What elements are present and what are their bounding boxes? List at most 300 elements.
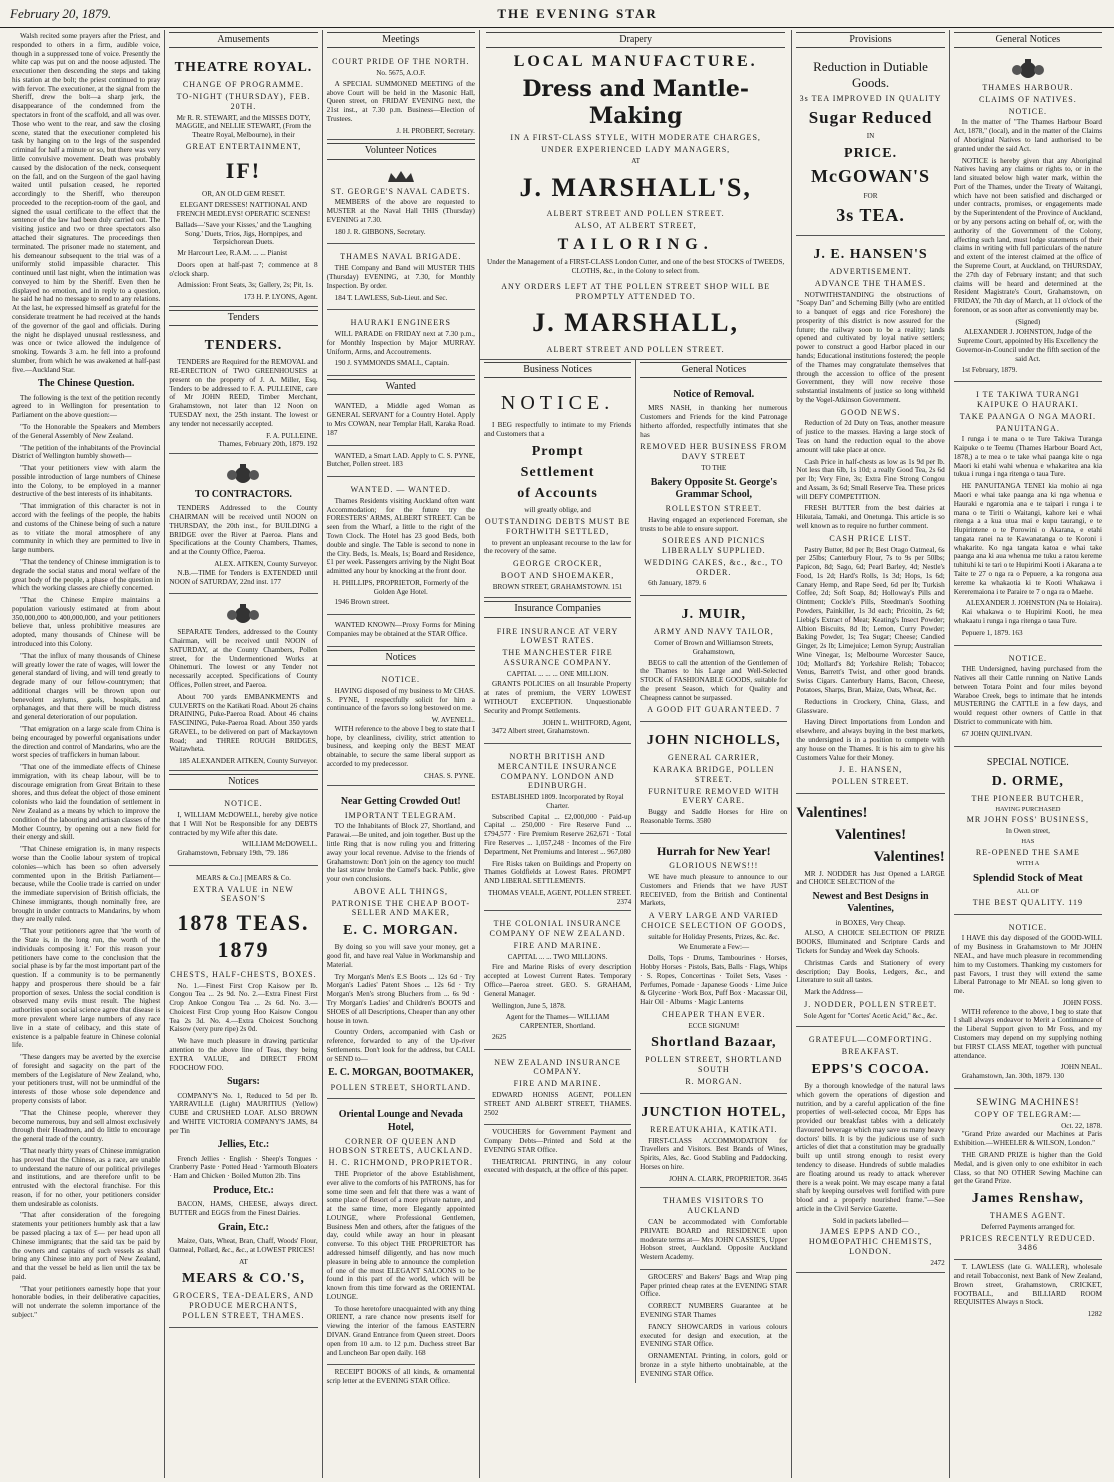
ad-title: JOHN NICHOLLS, [646,733,781,749]
ad-title: Shortland Bazaar, [651,1035,777,1051]
petition-para: "That Chinese emigration is, in many respects worse than the Coolie labour system of tropical colonies—which has been so often adversely commented upon in the British Parliament—because, while the Coolie trade is carried on under the immediate supervision of British officials, the Chinese immigrants, though nominally free, are brought in under contracts to Mandarins, by whom they are really ruled. [12,845,161,924]
ad-line: COPY OF TELEGRAM:— [974,1109,1082,1119]
ad-signature: 67 JOHN QUINLIVAN. [961,729,1033,738]
ad-body: NOTWITHSTANDING the obstructions of "Soapy Dan" and Scheming Billy (who are entitled to a banquet of eggs and rice Foreshore) the prosperity of this district is now assured for the future; the railway soon to be a reality; lands opened and cultivated by loyal native settlers; power to construct a good Harbor placed in our hands; Educational institutions fostered; the people of the Thames may congratulate themselves that through the accession to office of the present Government, they will now receive those substantial instalments of justice so long withheld by the Vogel-Atkinson Government. [796,290,945,404]
ad-title: McGOWAN'S [811,166,931,187]
ad-body: Buggy and Saddle Horses for Hire on Reasonable Terms. 3580 [640,808,788,825]
ad-title: Prompt [531,444,584,460]
petition-para: "That your petitioners earnestly hope that your honorable bodies, in their deliberative capacities, will not underrate the solemn importance of the subject." [12,1284,161,1319]
article-title-chinese: The Chinese Question. [37,378,135,390]
ad-signature: 190 J. SYMMONDS SMALL, Captain. [334,359,450,368]
ad-body: HE PANUITANGA TENEI kia mohio ai nga Maori e whai take paanga ana ki nga whenua e Hauraki e ngaromia ana e te taipari i runga i te mana o te Tiriti o Waitangi, kahore kei e whai ritenga a a kua utua mai e kupu taurangi, e te Hupirintene o te Porowini o Akarana, e etahi tangata ranei na te Kawanatanga o te Koroni i whakarite. Ko nga tangata katoa e whai take paanga ana ki aua whenua me tuku a ratou kereme tuhituhi ki te tari o te Hupirimi Kooti i Akarana a te Taite te 27 o nga ra o Pepuere, a ka rongona aua kereme ka whakaotia ki te Kooti Whakawa i Kereremaiona i te Paraire te 7 o nga ra o Maehe. [953,482,1103,596]
ad-title: J. MARSHALL, [532,308,740,338]
petition-para: "That the Chinese people, wherever they become numerous, buy and sell almost exclusively through their Headmen, and do little to encourage the general trade of the country. [12,1108,161,1144]
ad-line: GRATEFUL—COMFORTING. [808,1035,933,1045]
ad-signature: 180 J. R. GIBBONS, Secretary. [334,227,426,236]
ad-title: COURT PRIDE OF THE NORTH. [332,57,470,67]
ad-line: TO-NIGHT (THURSDAY), FEB. 20TH. [176,92,311,111]
ad-signature: J. H. PROBERT, Secretary. [396,126,475,135]
ad-line: Admission: Front Seats, 3s; Gallery, 2s; Pit, 1s. [177,281,314,290]
ad-body: SEPARATE Tenders, addressed to the County Chairman, will be received until NOON of SATURDAY, at the County Chambers, Pollen street, for the Undermentioned Works at Ohinemuri. The lowest or any Tender not necessarily accepted. Specifications of County Offices, Pollen street, and Paeroa. [169,628,318,690]
ad-body: No. 1.—Finest First Crop Kaisow per lb. Congou Tea ... 2s 9d. No. 2.—Extra Finest First Crop Ankoe Congou Tea ... 2s 6d. No. 3.—Choicest First Crop young Hoo Kaisow Congou Tea 2s 3d. No. 4.—Extra Choicest Souchong Kaisow (very pure ripe) 2s 0d. [169,981,318,1034]
ad-title: THEATRE ROYAL. [174,60,313,76]
ad-body: MRS NASH, in thanking her numerous Customers and Friends for the kind Patronage hitherto afforded, respectfully intimates that she has [640,404,788,439]
ad-title: IF! [225,157,262,183]
ad-line: MEARS & Co.] [MEARS & Co. [196,873,291,882]
ad-line: THE BEST QUALITY. 119 [972,897,1083,907]
ad-subtitle: Produce, Etc.: [213,1185,274,1197]
ad-line: WITH A [1016,859,1040,867]
ad-signature: J. NODDER, POLLEN STREET. [804,999,937,1009]
ad-line: Corner of Brown and Williamson Streets, Grahamstown, [654,638,774,656]
ad-title: Dress and Mantle-Making [522,75,749,129]
section-head-insurance: Insurance Companies [484,601,631,617]
ad-line: Deferred Payments arranged for. [980,1222,1075,1231]
ad-separate-tenders [169,597,317,771]
ad-thames-visitors [640,1191,787,1269]
ad-mcdowell-notice [169,794,317,866]
ad-line: BREAKFAST. [841,1047,900,1057]
ad-maori-notice [954,385,1102,645]
section-head-business: Business Notices [484,362,631,378]
ad-signature: GEORGE CROCKER, [512,559,603,569]
ad-body: Dolls, Tops · Drums, Tambourines · Horses, Hobby Horses · Pistols, Bats, Balls · Flags, Whips · S. Ropes, Concertinas · Toilet Sets, Vases · Perfumes, Pomade · Japanese Goods · Lime Juice & Glycerine · Work Box, Puff Box · Macassar Oil, Hair Oil · Albums · Magic Lanterns [640,954,788,1007]
ad-theatre-royal [169,52,317,307]
ad-title: HAURAKI ENGINEERS [350,318,451,328]
ad-junction-hotel [640,1097,787,1189]
ad-date: 6th January, 1879. 6 [648,579,707,588]
ad-line: CASH PRICE LIST. [829,533,912,543]
ad-title: of Accounts [517,486,598,502]
ad-body: "Grand Prize awarded our Machines at Paris Exhibition.—WHEELER & WILSON, London." [953,1130,1103,1148]
ad-signature: JOHN NEAL. [1060,1063,1103,1072]
ad-foss-neal [954,918,1102,1089]
ad-wanted-lad [327,449,475,478]
drapery-block [480,30,791,360]
ad-avenell-notice [327,670,475,786]
ad-line: FIRE AND MARINE. [513,940,602,950]
ad-line: CAPITAL ... ... TWO MILLIONS. [507,952,608,961]
ad-title: ST. GEORGE'S NAVAL CADETS. [330,186,471,196]
ad-line: 3s TEA IMPROVED IN QUALITY [799,93,942,103]
ad-line: POLLEN STREET, SHORTLAND SOUTH [645,1055,783,1075]
ad-body: FRESH BUTTER from the best dairies at Hikutaia, Tamaki, and Onetunga. This article is so well known as to require no further comment. [796,504,945,531]
ad-body: BEGS to call the attention of the Gentlemen of the Thames to his Large and Well-Selected STOCK of FASHIONABLE GOODS, suitable for the present Season, which for Quality and Cheapness cannot be surpassed. [640,658,788,702]
ad-title: I TE TAKIWA TURANGI KAIPUKE O HAURAKI. [976,390,1080,410]
ad-line: IN [866,132,875,141]
ad-line: OR, AN OLD GEM RESET. [202,190,285,199]
petition-para: "These dangers may be averted by the exercise of foresight and sagacity on the part of the members of the Legislature of New Zealand, who, your petitioners trust, will not be unmindful of the interests of those whose sole dependence and property consists of labor. [12,1053,161,1106]
ad-title: Newest and Best Designs in Valentines, [812,891,929,915]
ad-signature: ALEXANDER J. JOHNSTON, Judge of the Supreme Court, appointed by His Excellency the Governor-in-Council under the fifth section of the said Act. [955,328,1100,363]
ad-title: Notice of Removal. [673,389,755,401]
ad-line: UNDER EXPERIENCED LADY MANAGERS, [541,145,731,155]
petition-para: "That your petitioners view with alarm the possible introduction of large numbers of Chinese into the Colony, to be employed in a manner destructive of the best interests of its inhabitants. [12,464,161,499]
ad-body: THE Proprietor of the above Establishment, ever alive to the comforts of his PATRONS, has for some time seen and felt that there was a want of some place of Resort of a more private nature, and at the same time, more Elegantly appointed LOUNGE, where Professional Gentlemen, Business Men and others, after the fatigues of the day, could while away an hour in pleasant converse. To this object THE PROPRIETOR has addressed himself diligently, and has now much pleasure in being able to announce the completion of one of the most ELEGANT SALOONS to be found in this part of the world, which will be known from this time forward as the ORIENTAL LOUNGE. [326,1169,475,1301]
ad-removal-nash [640,382,787,596]
ad-receipt-books: RECEIPT BOOKS of all kinds, & ornamental scrip letter at the EVENING STAR Office. [326,1368,475,1386]
ad-line: POLLEN STREET, SHORTLAND. [330,1082,471,1092]
ad-body: I, WILLIAM McDOWELL, hereby give notice that I Will Not be Responsible for any DEBTS contracted by my Wife after this date. [169,810,318,837]
ad-line: FIRE AND MARINE. [513,1079,602,1089]
ad-harbour-claims [954,52,1102,382]
ad-body: Fire Risks taken on Buildings and Property on Thames Goldfields at Lowest Rates. PROMPT AND LIBERAL SETTLEMENTS. [483,859,632,886]
ad-body: ALSO, A CHOICE SELECTION OF PRIZE BOOKS, Illuminated and Scripture Cards and Tickets for Sunday and Week day Schools. [796,929,945,955]
ad-signature: ALEX. AITKEN, County Surveyor. [214,559,318,568]
ad-line: POLLEN STREET. [831,777,910,787]
ad-morgan-boots [327,789,475,1100]
ad-line: WEDDING CAKES, &c., &c., TO ORDER. [644,557,784,577]
ad-title: THE MANCHESTER FIRE ASSURANCE COMPANY. [502,648,613,667]
ad-line: FURNITURE REMOVED WITH EVERY CARE. [648,786,780,806]
ad-title: J. E. HANSEN'S [813,246,928,262]
ad-title: THAMES NAVAL BRIGADE. [340,252,462,262]
ad-line: GROCERS, TEA-DEALERS, AND PRODUCE MERCHANTS, POLLEN STREET, THAMES. [173,1291,314,1320]
ad-north-british [484,747,631,911]
ad-title: Bakery Opposite St. George's Grammar School, [650,476,777,500]
ad-title: WANTED. — WANTED. [350,485,451,495]
ad-line: IMPORTANT TELEGRAM. [344,810,457,820]
ad-line: A GOOD FIT GUARANTEED. 7 [647,705,781,715]
ad-body: TO the Inhabitants of Block 27, Shortland, and Parawai.—Be united, and join together. Bust up the little Ring that is now ruling you and frittering away your local revenue. Advise to the friends of Grahamstown: Don't join on the agency too much! the last straw broke the Camel's back. Public, give your own conclusions. [326,822,475,884]
ad-line: 3472 Albert street, Grahamstown. [491,727,590,736]
ad-line: PATRONISE THE CHEAP BOOT-SELLER AND MAKER, [331,898,470,918]
ad-line: TO THE [701,463,727,472]
ad-title: NORTH BRITISH AND MERCANTILE INSURANCE COMPANY. LONDON AND EDINBURGH. [497,752,618,791]
petition-para: "That emigration on a large scale from China is being encouraged by powerful organisations under the direction and control of Mandarins, who are the worst species of traffickers in human labour. [12,725,161,760]
section-head-meetings: Meetings [327,32,475,48]
ad-showcards: FANCY SHOWCARDS in various colours executed for design and execution, at the EVENING STAR Office. [640,1322,788,1349]
ad-signature: JOHN A. CLARK, PROPRIETOR. 3645 [669,1174,788,1183]
ad-body: I HAVE this day disposed of the GOOD-WILL of my Business in Grahamstown to Mr JOHN NEAL, and have much pleasure in recommending him to my Customers. Thanking my customers for past Favors, I trust they will extend the same Liberal Patronage to Mr NEAL so long given to me. [953,934,1103,996]
ad-body: About 700 yards EMBANKMENTS and CULVERTS on the Katikati Road. About 26 chains DRAINING, Puke-Paeroa Road. About 46 chains FASCINING, Puke-Paeroa Road. About 350 yards GRAVEL, to be delivered on part of Mackaytown Road; and THREE ROUGH BRIDGES, Waitawheta. [169,692,318,754]
ad-title: TENDERS. [204,338,283,354]
ad-body: I runga i te mana o te Ture Takiwa Turanga Kaipuke o te Teemu (Thames Harbour Board Act, 1878,) a te mea o te take whai paanga kite o nga Maori ki etahi wahi whenua e whakaritea ana kia tukua i runga i nga ritenga o taua Ture. [953,435,1103,479]
ad-colonial-insurance [484,914,631,1049]
column-business-insurance [480,360,636,1384]
ad-title: JUNCTION HOTEL, [641,1104,787,1120]
ad-line: HAS [1021,837,1035,845]
masthead: THE EVENING STAR [497,5,658,21]
ad-line: ADVANCE THE THAMES. [814,278,927,288]
ad-line: CHEAPER THAN EVER. [662,1009,766,1019]
ad-date: 1st February, 1879. [961,365,1018,374]
ad-date: Pepuere 1, 1879. 163 [961,628,1023,637]
ad-title: E. C. MORGAN, BOOTMAKER, [328,1067,474,1079]
ad-title: E. C. MORGAN. [343,923,459,939]
ad-body: TENDERS Addressed to the County CHAIRMAN will be received until NOON on THURSDAY, the 20th inst., for BUILDING a BRIDGE over the River at Paeroa. Plans and Specifications at the County Chambers, Thames, and at the County Office, Paeroa. [169,504,318,557]
ad-body: THE Company and Band will MUSTER THIS (Thursday) EVENING, at 7.30, for Monthly Inspection. By order. [326,264,475,290]
ad-body: A SPECIAL SUMMONED MEETING of the above Court will be held in the Masonic Hall, Queen street, on FRIDAY EVENING next, the 21st inst., at 7.30 p.m. Business—Election of Trustees. [326,79,475,123]
ad-title: FIRE INSURANCE AT VERY LOWEST RATES. [496,626,619,646]
section-head-notices: Notices [169,774,317,790]
section-head-wanted: Wanted [327,379,475,395]
ad-title: 3s TEA. [836,204,905,225]
ad-signature: ALEXANDER J. JOHNSTON (Na te Hoiaira). [965,599,1103,608]
ad-title: SPECIAL NOTICE. [986,756,1069,768]
ad-body: BACON, HAMS, CHEESE, always direct. BUTTER and EGGS from the Finest Dairies. [169,1200,318,1217]
ad-title: SEWING MACHINES! [976,1096,1080,1107]
ad-ornamental: ORNAMENTAL Printing, in colors, gold or bronze in a style hitherto unobtainable, at the EVENING STAR Office. [640,1352,788,1378]
ad-crocker-notice [484,382,631,598]
ad-signature: THOMAS VEALE, AGENT, POLLEN STREET. 2374 [488,888,632,906]
ad-shortland-bazaar [640,837,787,1094]
ad-line: Mark the Address— [804,988,863,997]
ad-theatrical-printing: THEATRICAL PRINTING, in any colour executed with despatch, at the office of this paper. [483,1157,632,1175]
ad-body: To those heretofore unacquainted with any thing ORIENT, a rare chance now presents itself for viewing the interior of the famous EASTERN DIVAN. Grand Entrance from Queen street. Doors open from 10 a.m. to 12 p.m. Duchess street Bar and Luncheon Bar open daily. 168 [326,1304,475,1357]
section-head-provisions: Provisions [796,32,944,48]
ad-mears [169,869,317,1328]
ad-oriental-lounge [327,1102,475,1365]
ad-body: HAVING disposed of my business to Mr CHAS. S. PYNE, I respectfully solicit for him a continuance of the favors so long bestowed on me. [326,686,475,713]
ad-signature: 184 T. LAWLESS, Sub-Lieut. and Sec. [334,293,448,302]
ad-title: PRICE. [844,146,898,162]
ad-body: MR J. NODDER has Just Opened a LARGE and CHOICE SELECTION of the [796,869,945,887]
ad-body: FIRST-CLASS ACCOMMODATION for Travellers and Visitors. Best Brands of Wines, Spirits, Ales, &c. Good Stabling and Paddocking. Horses on hire. [640,1136,788,1171]
ad-signature: W. AVENELL. [431,716,475,725]
ad-grocers-bags: GROCERS' and Bakers' Bags and Wrap ping Paper printed cheap rates at the EVENING STAR Office. [640,1272,788,1299]
ad-body: Christmas Cards and Stationery of every description; Day Books, Ledgers, &c., and Literature to suit all tastes. [796,958,945,985]
ad-nodder-valentines [796,797,944,1028]
section-head-general: General Notices [954,32,1102,48]
ad-line: 1946 Brown street. [334,598,390,607]
ad-signature: 173 H. P. LYONS, Agent. [243,293,318,302]
ad-tenders [169,330,317,454]
ad-title: Near Getting Crowded Out! [340,795,461,807]
issue-date: February 20, 1879. [10,5,112,21]
ad-signature: JOHN L. WHITFORD, Agent, [542,718,632,727]
ad-title: CLAIMS OF NATIVES. [978,94,1077,104]
ad-date: Wellington, June 5, 1878. [491,1001,566,1010]
ad-body: CAN be accommodated with Comfortable PRIVATE BOARD and RESIDENCE upon moderate terms at— Mrs JOHN CASSIE'S, Upper Hobson street, Auckland. Opposite Auckland Western Academy. [640,1217,788,1262]
ad-signature: JOHN FOSS. [1062,998,1103,1007]
ad-line: Under the Management of a FIRST-CLASS London Cutter, and one of the best STOCKS of TWEEDS, CLOTHS, &c., in the Colony to select from. [487,258,785,276]
ad-body: WANTED, a Middle aged Woman as GENERAL SERVANT for a Country Hotel. Apply to Mrs COWAN, near Templar Hall, Karaka Road. 187 [326,402,475,437]
ad-title: LOCAL MANUFACTURE. [513,53,758,71]
ad-body: WE have much pleasure to announce to our Customers and Friends that we have JUST RECEIVED, from the British and Continental Markets, [640,872,788,908]
ad-body: Reduction of 2d Duty on Teas, another measure of justice to the masses. Having a large stock of Teas on hand the reduction equal to the above amount will take place at once. [796,419,945,454]
ad-line: 2472 [930,1258,945,1267]
ad-body: WITH reference to the above I beg to state that I hope, by cleanliness, civility, strict attention to business, and keeping only the BEST MEAT obtainable, to secure the same liberal support as accorded to my predecessor. [326,724,475,768]
ad-body: TENDERS are Required for the REMOVAL and RE-ERECTION of TWO GREENHOUSES at present on the property of J. A. Miller, Esq. Tenders to be addressed to F. A. PULLEINE, care of Mr JOHN REED, Timber Merchant, Grahamstown, not later than 12 Noon on TUESDAY next, the 25th instant. The lowest or any tender not necessarily accepted. [169,358,318,428]
ad-line: We Enumerate a Few:— [678,943,750,952]
section-head-tenders: Tenders [169,310,317,326]
ad-line: ANY ORDERS LEFT AT THE POLLEN STREET SHOP WILL BE PROMPTLY ATTENDED TO. [501,281,771,301]
royal-arms-icon [954,58,1102,80]
ad-line: THAMES AGENT. [989,1211,1066,1221]
ad-line: KARAKA BRIDGE, POLLEN STREET. [653,765,775,784]
ad-title: Settlement [520,465,595,481]
column-drapery-group [480,30,792,1478]
ad-body: GRANTS POLICIES on all Insurable Property at rates of premium, the VERY LOWEST WITHOUT EXCEPTION. Unquestionable Security and Prompt Settlements. [483,680,632,715]
newspaper-columns [8,30,1106,1478]
ad-line: SOIREES AND PICNICS LIBERALLY SUPPLIED. [661,536,766,556]
ad-line: 2625 [491,1032,507,1041]
ad-line: CHESTS, HALF-CHESTS, BOXES. [170,969,317,979]
ad-line: PANUITANGA. [995,423,1060,433]
ad-lawless-tobacconist: T. LAWLESS (late G. WALLER), wholesale and retail Tobacconist, next Bank of New Zealand, Brown street, Grahamstown, CRICKET, FOOTBALL, and BILLIARD ROOM REQUISITES Always n Stock. [953,1263,1103,1307]
ad-line: NOTICE. [1008,106,1048,116]
ad-signature: JAMES EPPS AND CO., HOMŒOPATHIC CHEMISTS, LONDON. [808,1227,933,1256]
ad-line: ADVERTISEMENT. [829,267,912,277]
ad-naval-cadets [327,164,475,245]
petition-para: "That your petitioners agree that 'the worth of the State is, in the long run, the worth of the individuals composing it.' For this reason your petitioners have come to the conclusion that the social phase is by far the most important part of the question. If a community is to be permanently happy and prosperous there should be a fair proportion of sexes. Unless the social condition is observed many evils must result. The highest authorities upon social science agree that disease is more prevalent where large numbers of any race live in a state of celibacy, and this state of existence is a palpable feature in Chinese colonial life. [12,927,161,1050]
ad-body: MEMBERS of the above are requested to MUSTER at the Naval Hall THIS (Thursday) EVENING at 7.30. [326,198,475,224]
ad-title: NOTICE. [500,392,615,415]
petition-para: "That the tendency of Chinese immigration is to degrade the social status and moral welfare of the great body of the people, a phase of the question in which the working classes are chiefly concerned. [12,557,161,593]
ad-title: EPPS'S COCOA. [811,1061,930,1077]
ad-line: REMOVED HER BUSINESS FROM DAVY STREET [640,442,788,462]
ad-title: THE COLONIAL INSURANCE COMPANY OF NEW ZEALAND. [489,919,626,939]
ad-title: NEW ZEALAND INSURANCE COMPANY. [494,1057,621,1077]
ad-title: James Renshaw, [971,1191,1084,1207]
ad-line: Ballads—'Save your Kisses,' and the 'Laughing Song.' Duets, Trios, Jigs, Hornpipes, and Terpsichorean Duets. [175,220,312,247]
ad-number: 1282 [1087,1310,1103,1319]
ad-line: REREATUKAHIA, KATIKATI. [650,1124,778,1134]
petition-para: "That nearly thirty years of Chinese immigration has proved that the Chinese, as a race, are unable to understand the nature of our political privileges and institutions, and are therefore unfit to be entrusted with the electoral franchise. For this reason, if for no other, your petitioners consider them undesirable as colonists. [12,1146,161,1208]
column-provisions [792,30,949,1478]
ad-line: ECCE SIGNUM! [688,1021,740,1030]
ad-title: NOTICE. [224,799,263,809]
section-head-notices: Notices [327,650,475,666]
ad-line: AT [239,1257,248,1266]
ad-line: Sold in packets labelled— [832,1216,909,1225]
ad-signature: WILLIAM McDOWELL. [242,840,318,849]
ad-line: RE-OPENED THE SAME [975,847,1080,857]
royal-arms-icon [169,463,317,485]
ad-line: EXTRA VALUE in NEW SEASON'S [193,884,294,904]
ad-line: OUTSTANDING DEBTS MUST BE FORTHWITH SETTLED, [484,517,631,536]
ad-body: Having Direct Importations from London and elsewhere, and always buying in the best markets, the undersigned is in a position to compete with any house on the Thames. It is his aim to give his Customers Value for their Money. [796,718,945,762]
ad-title: THAMES VISITORS TO AUCKLAND [663,1196,765,1216]
ad-hansen [796,239,944,794]
ad-line: ALSO, AT ALBERT STREET, [574,221,697,231]
petition-para: "That one of the immediate effects of Chinese immigration, with its cheap labour, will be to discourage emigration from Great Britain to these shores, and thus defeat the object of those eminent colonists who laid the foundation of settlement in New Zealand as a means by which to improve the condition of the labouring and artisan classes of the Mother Country, by opening out a new field for their energy and skill. [12,763,161,842]
ad-title: 1878 TEAS. 1879 [177,910,310,962]
ad-line: in BOXES, Very Cheap. [835,918,906,927]
ad-line: GOOD NEWS. [840,407,901,417]
ad-body: Pastry Butter, 8d per lb; Best Otago Oatmeal, 6s per 25lbs; Canterbury Flour, 7s to 9s per 50lbs; Papicon, 8d; Sago, 6d; Pearl Barley, 4d; Nestle's Food, 1s 2d; Hard's Rolls, 1s 3d; Hops, 1s 6d; Canary Hemp, and Rape Seed, 6d per lb; Turkish Coffee, 2d; Soft Soap, 8d; Holloway's Pills and Ointment; Cockle's Pills, Steedman's Soothing Powders, Painkiller, 1s 3d each; Pricoitin, 2s 6d; Liebig's Extract of Meat; Keating's Insect Powder; Albion Biscuits, 8d lb; Lemon, Curry Powder; Baking Powder, 1s; Tea Sugar; Cheese; Candied Ginger, 2s lb; Limejuice; Lemon Syrup; Australian Wine Vinegar, 1s; Melbourne Worcester Sauce, 10d; Mollard's 8d; Yorkshire Relish; Tobacco; Venus, Barrett's Twist, and other good brands. Swiss Cigars. Canterbury Hams, Bacon, Cheese, Potatoes, Sharps, Bran, Maize, Oats, Wheat, &c. [796,545,945,695]
ad-body: Reductions in Crockery, China, Glass, and Glassware. [796,697,945,715]
ad-title: Splendid Stock of Meat [973,871,1083,884]
ad-body: French Jellies · English · Sheep's Tongues · Cranberry Paste · Potted Head · Yarmouth Bloaters · Ham and Chicken · Boiled Mutton 2lb. Tins [169,1154,318,1181]
petition-para: The following is the text of the petition recently agreed to in Wellington for presentation to Parliament on the above question:— [12,393,161,420]
ad-nz-insurance [484,1053,631,1126]
ad-mcgowan-tea [796,52,944,236]
ad-line: (Signed) [1015,317,1041,326]
ad-line: THE PIONEER BUTCHER, [971,793,1085,803]
ad-body: We have much pleasure in drawing particular attention to the above line of Teas, they being EXTRA VALUE, and DIRECT FROM FOOCHOW FOO. [169,1037,318,1072]
section-head-drapery: Drapery [486,32,785,48]
ad-body: EDWARD HONISS AGENT, POLLEN STREET AND ALBERT STREET, THAMES. 2502 [483,1090,632,1117]
ad-line: AT [631,156,641,165]
ad-line: CAPITAL ... ... ... ONE MILLION. [506,669,609,678]
ad-contractors [169,457,317,594]
ad-line: BROWN STREET, GRAHAMSTOWN. 151 [492,582,623,591]
ad-title: NOTICE. [1008,922,1048,932]
ad-line: FOR [863,192,878,201]
ad-title: J. MARSHALL'S, [519,172,752,202]
ad-body: Having engaged an experienced Foreman, she trusts to be able to ensure support. [640,515,788,533]
ad-line: CORNER OF QUEEN AND HOBSON STREETS, AUCKLAND. [328,1136,473,1156]
ad-line: GREAT ENTERTAINMENT, [185,141,302,151]
ad-body: Try Morgan's Men's E.S Boots ... 12s 6d · Try Morgan's Ladies' Patent Shoes ... 12s 6d · Try Morgan's Men's strong Bluchers from ... 6s 9d · Try Morgan's Ladies' and Children's BOOTS and SHOES of all Descriptions, Cheaper than any other house in town. [326,972,475,1025]
ad-signature: 185 ALEXANDER AITKEN, County Surveyor. [179,757,318,766]
ad-body: I BEG respectfully to intimate to my Friends and Customers that a [483,421,632,439]
column-amusements-tenders [165,30,322,1478]
ad-line: GENERAL CARRIER, [667,753,760,763]
ad-line: IN A FIRST-CLASS STYLE, WITH MODERATE CHARGES, [510,133,761,143]
crown-icon [327,170,475,184]
ad-title: NOTICE. [381,674,420,684]
ad-body: WANTED KNOWN—Proxy Forms for Mining Companies may be obtained at the STAR Office. [326,621,475,638]
ad-body: WANTED, a Smart LAD. Apply to C. S. PYNE, Butcher, Pollen street. 183 [326,451,475,469]
ad-signature: Agent for the Thames— WILLIAM CARPENTER, Shortland. [505,1013,610,1031]
ad-line: A VERY LARGE AND VARIED CHOICE SELECTION OF GOODS, [641,911,787,930]
ad-date: Grahamstown, February 19th, '79. 186 [177,849,289,858]
ad-body: Subscribed Capital ... £2,000,000 · Paid-up Capital ... 250,000 · Fire Reserve Fund ... £794,577 · Fire Premium Reserve 262,671 · Total Fire Reserves ... 1,057,248 · Incomes of the Fire Department, Net Premiums and Interest ... 967,080 [483,812,632,856]
ad-line: will greatly oblige, and [524,506,591,515]
ad-nicholls-carrier [640,725,787,833]
ad-line: Mr R. R. STEWART, and the MISSES DOTY, MAGGIE, and NELLIE STEWART, (From the Theatre Royal, Melbourne), in their [175,113,312,140]
ad-title: MEARS & CO.'S, [182,1271,305,1287]
ad-correct-numbers: CORRECT NUMBERS Guarantee at he EVENING STAR Thames [640,1302,788,1319]
article-execution: Walsh recited some prayers after the Priest, and responded to others in a firm, audible voice, though in a suppressed tone of voice. Presently the white cap was put on and the noose adjusted. The executioner then descending the steps and taking his station at the bolt; the priest continued to pray with fervor. The executioner, at the signal from the Sheriff, drew the bolt—a sharp jerk, the disappearance of the condemned from the spectators in front of the scaffold, and all was over. Those who went to the rear, and saw the closing scene, stated that the executioner completed his task by hanging on to the legs of the suspended criminal for half a minute or so, but there was very little convulsive movement. Death was probably caused by the dislocation of the neck, consequent on the fall, and on the Surgeon of the gaol having waited until pulsation ceased, he reported accordingly to the Sheriff, who thereupon proceeded to the reception-room of the gaol, and signed the usual certificate to the effect that the sentence of the law had been duly carried out. The visiting justice and two or three spectators also attached their signatures. The proceedings then terminated. The prisoner made no statement, and his demeanour subsequent to the trial was of a uniformly stolid impassible character. This continued until last night, when the intimation was conveyed to him by the Sheriff. Even then he displayed no emotion, and in reply to a question, he said he had no message to send to any relations. At the last, he expressed himself as grateful for the considerate treatment he had received at the hands of the governor of the gaol and officials. During the night he displayed unusual restlessness, and was once or twice allowed the indulgence of smoking. Towards 3 a.m. he fell into a profound slumber, from which he was awakened at half-past five.—Auckland Star. [12,32,161,374]
ad-orme-butcher [954,750,1102,915]
ad-line: suitable for Holiday Presents, Prizes, &c. &c. [648,932,780,941]
ad-epps-cocoa [796,1030,944,1272]
ad-foresters-arms [327,480,475,615]
ad-body: By doing so you will save your money, get a good fit, and have real Value in Workmanship and Material. [326,943,475,969]
ad-title: Reduction in Dutiable Goods. [813,59,928,91]
ad-title: J. MUIR, [681,607,746,623]
ad-body: to prevent an unpleasant recourse to the law for the recovery of the same. [483,538,632,556]
ad-line: ARMY AND NAVY TAILOR, [653,627,774,637]
ad-title: Valentines! [834,827,907,844]
ad-title: THAMES HARBOUR. [982,83,1074,93]
column-meetings-wanted [323,30,480,1478]
ad-line: ALBERT STREET AND POLLEN STREET. [546,209,725,219]
ad-line: ROLLESTON STREET. [665,504,762,514]
ad-body: Kai whakawa o te Hupirimi Kooti, he mea whakaatu i runga i nga ritenga o taua Ture. [953,608,1103,625]
ad-body: THE GRAND PRIZE is higher than the Gold Medal, and is given only to one exhibitor in each Class, so that NO OTHER Sewing Machine can get the Grand Prize. [953,1150,1103,1186]
ad-body: Maize, Oats, Wheat, Bran, Chaff, Woods' Flour, Oatmeal, Pollard, &c., &c., at LOWEST PRICES! [169,1236,318,1254]
ad-muir-tailor [640,599,787,722]
ad-body: Cash Price in half-chests as low as 1s 9d per lb. Not less than 6lb, 1s 10d; a really Good Tea, 2s 6d per lb; Very Fine, 3s; Extra Fine Strong Congou and Assam, 3s 6d; Small Reserve Tea. These prices will DEFY COMPETITION. [796,457,945,501]
royal-arms-icon [169,603,317,625]
petition-para: "That after consideration of the foregoing statements your petitioners humbly ask that a law be passed placing a tax of £— per head upon all Chinese immigrants; that the said tax be paid by the owners and captains of such vessels as shall bring any Chinese into any port of New Zealand, and that the vessel be held as lien until the tax be paid. [12,1211,161,1281]
ad-naval-brigade [327,247,475,310]
petition-para: "That the Chinese Empire maintains a population variously estimated at from about 350,000,000 to 400,000,000, and your petitioners believe that, unless prohibitive measures are adopted, many thousands of Chinese will be introduced into this Colony. [12,596,161,648]
ad-line: In Owen street, [1005,827,1050,836]
ad-court-pride [327,52,475,140]
ad-date: Oct. 22, 1878. [1061,1121,1103,1130]
section-head-volunteer: Volunteer Notices [327,143,475,159]
petition-para: "To the Honorable the Speakers and Members of the General Assembly of New Zealand. [12,423,161,440]
ad-wanted-known [327,618,475,647]
ad-signature: CHAS. S. PYNE. [424,771,475,780]
ad-line: ESTABLISHED 1809. Incorporated by Royal Charter. [491,793,624,810]
ad-subtitle: Grain, Etc.: [218,1221,269,1233]
ad-signature: R. MORGAN. [685,1076,743,1086]
ad-title: Sugar Reduced [808,107,933,127]
ad-manchester-fire [484,622,631,744]
ad-signature: J. E. HANSEN, [838,765,903,775]
ad-line: BOOT AND SHOEMAKER, [500,570,615,580]
column-news [8,30,165,1478]
ad-body: NOTICE is hereby given that any Aboriginal Natives having any claims or rights to, or in the land situated below high water mark, within the Port of the Thames, under the Treaty of Waitangi, which have not been satisfied and discharged or under contracts, promises, or engagements made by the Superintendent of the Province of Auckland, or by any persons acting on behalf of, or, with the authority of the Government of the Colony, affecting such land, must lodge statements of their claims in writing with full particulars of the nature and extent of the interest claimed at the office of the Supreme Court, at Auckland, on THURSDAY, the 27th day of February instant; and that such claims will be heard and determined at the Resident Magistrate's Court, Grahamstown, on FRIDAY, the 7th day of March, at 11 o'clock of the forenoon, or as soon after as conveniently may be. [953,156,1103,314]
ad-line: MR JOHN FOSS' BUSINESS, [966,815,1089,825]
